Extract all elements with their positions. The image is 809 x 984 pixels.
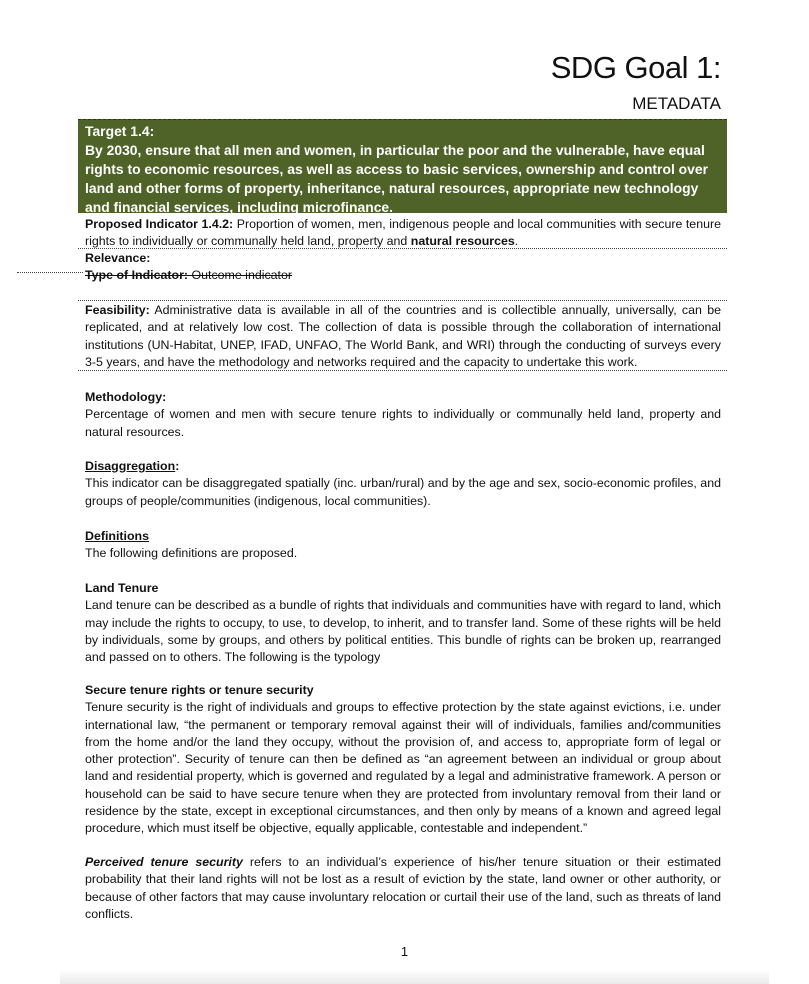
land-tenure-text: Land tenure can be described as a bundle of rights that individuals and communities have with regard to land, which may include the rights to occupy, to use, to develop, to inherit, and to transfer land. Some of these rights will be held by individuals, some by groups, and others by political entities. This bundle of rights can be broken up, rearranged and passed on to others. The following is the typology bbox=[85, 598, 721, 665]
disaggregation-label: Disaggregation bbox=[85, 459, 176, 473]
indicator-label: Proposed Indicator 1.4.2: bbox=[85, 217, 234, 231]
indicator-section bbox=[85, 216, 721, 251]
feasibility-text: Administrative data is available in all of the countries and is collectible annually, universally, can be replicated, and at relatively low cost. The collection of data is possible through the collaboration of international institutions (UN-Habitat, UNEP, IFAD, UNFAO, The World Bank, and WRI) through the conducting of surveys every 3-5 years, and have the methodology and networks required and the capacity to undertake this work. bbox=[85, 303, 721, 369]
target-heading: Target 1.4: bbox=[85, 123, 155, 139]
disaggregation-colon: : bbox=[175, 459, 180, 473]
definitions-section bbox=[85, 528, 721, 563]
target-text: By 2030, ensure that all men and women, in particular the poor and the vulnerable, have equal rights to economic resources, as well as access to basic services, ownership and control over land and other forms of property, inheritance, natural resources, appropriate new technology and financial services, including microfinance. bbox=[85, 142, 709, 215]
land-tenure-label: Land Tenure bbox=[85, 581, 159, 595]
indicator-end: . bbox=[514, 234, 519, 249]
divider bbox=[78, 370, 727, 371]
secure-tenure-section bbox=[85, 682, 721, 838]
methodology-label: Methodology: bbox=[85, 390, 167, 404]
divider bbox=[78, 248, 727, 249]
page-shadow bbox=[60, 970, 769, 984]
disaggregation-section bbox=[85, 458, 721, 510]
indicator-bold-tail: natural resources bbox=[410, 234, 515, 249]
page-subtitle: METADATA bbox=[632, 94, 721, 113]
page-title: SDG Goal 1: bbox=[550, 50, 721, 85]
target-box bbox=[78, 119, 727, 213]
perceived-tenure-text: refers to an individual’s experience of his/her tenure situation or their estimated probability that their land rights will not be lost as a result of eviction by the state, land owner or other authority, or because of other factors that may cause involuntary relocation or curtail their use of the land, such as threats of land conflicts. bbox=[85, 855, 721, 921]
indicator-type-label: Type of Indicator: bbox=[85, 268, 189, 282]
divider bbox=[78, 300, 727, 301]
feasibility-label: Feasibility: bbox=[85, 303, 150, 317]
page-number: 1 bbox=[400, 944, 409, 959]
indicator-type-section bbox=[85, 267, 721, 284]
methodology-text: Percentage of women and men with secure tenure rights to individually or communally held land, property and natural resources. bbox=[85, 407, 721, 439]
secure-tenure-label: Secure tenure rights or tenure security bbox=[85, 683, 314, 697]
secure-tenure-text: Tenure security is the right of individuals and groups to effective protection by the state against evictions, i.e. under international law, “the permanent or temporary removal against their will of individuals, families and/communities from the home and/or the land they occupy, without the provision of, and access to, appropriate form of legal or other protection”. Security of tenure can then be defined as “an agreement between an individual or group about land and residential property, which is governed and regulated by a legal and administrative framework. A person or household can be said to have secure tenure when they are protected from involuntary removal from their land or residence by the state, except in exceptional circumstances, and then only by means of a known and agreed legal procedure, which must itself be objective, equally applicable, contestable and independent.” bbox=[85, 700, 721, 836]
disaggregation-text: This indicator can be disaggregated spatially (inc. urban/rural) and by the age and sex, socio-economic profiles, and groups of people/communities (indigenous, local communities). bbox=[85, 476, 721, 508]
perceived-tenure-section bbox=[85, 854, 721, 923]
relevance-label: Relevance: bbox=[85, 251, 151, 265]
perceived-tenure-label: Perceived tenure security bbox=[85, 855, 243, 869]
indicator-text: Proportion of women, men, indigenous people and local communities with secure tenure rights to individually or communally held land, property and bbox=[85, 217, 721, 249]
relevance-section bbox=[85, 250, 721, 267]
definitions-label: Definitions bbox=[85, 529, 150, 543]
indicator-type-value: Outcome indicator bbox=[188, 268, 293, 282]
margin-divider bbox=[17, 272, 83, 273]
definitions-text: The following definitions are proposed. bbox=[85, 546, 298, 561]
methodology-section bbox=[85, 389, 721, 441]
feasibility-section bbox=[85, 302, 721, 371]
land-tenure-section bbox=[85, 580, 721, 666]
